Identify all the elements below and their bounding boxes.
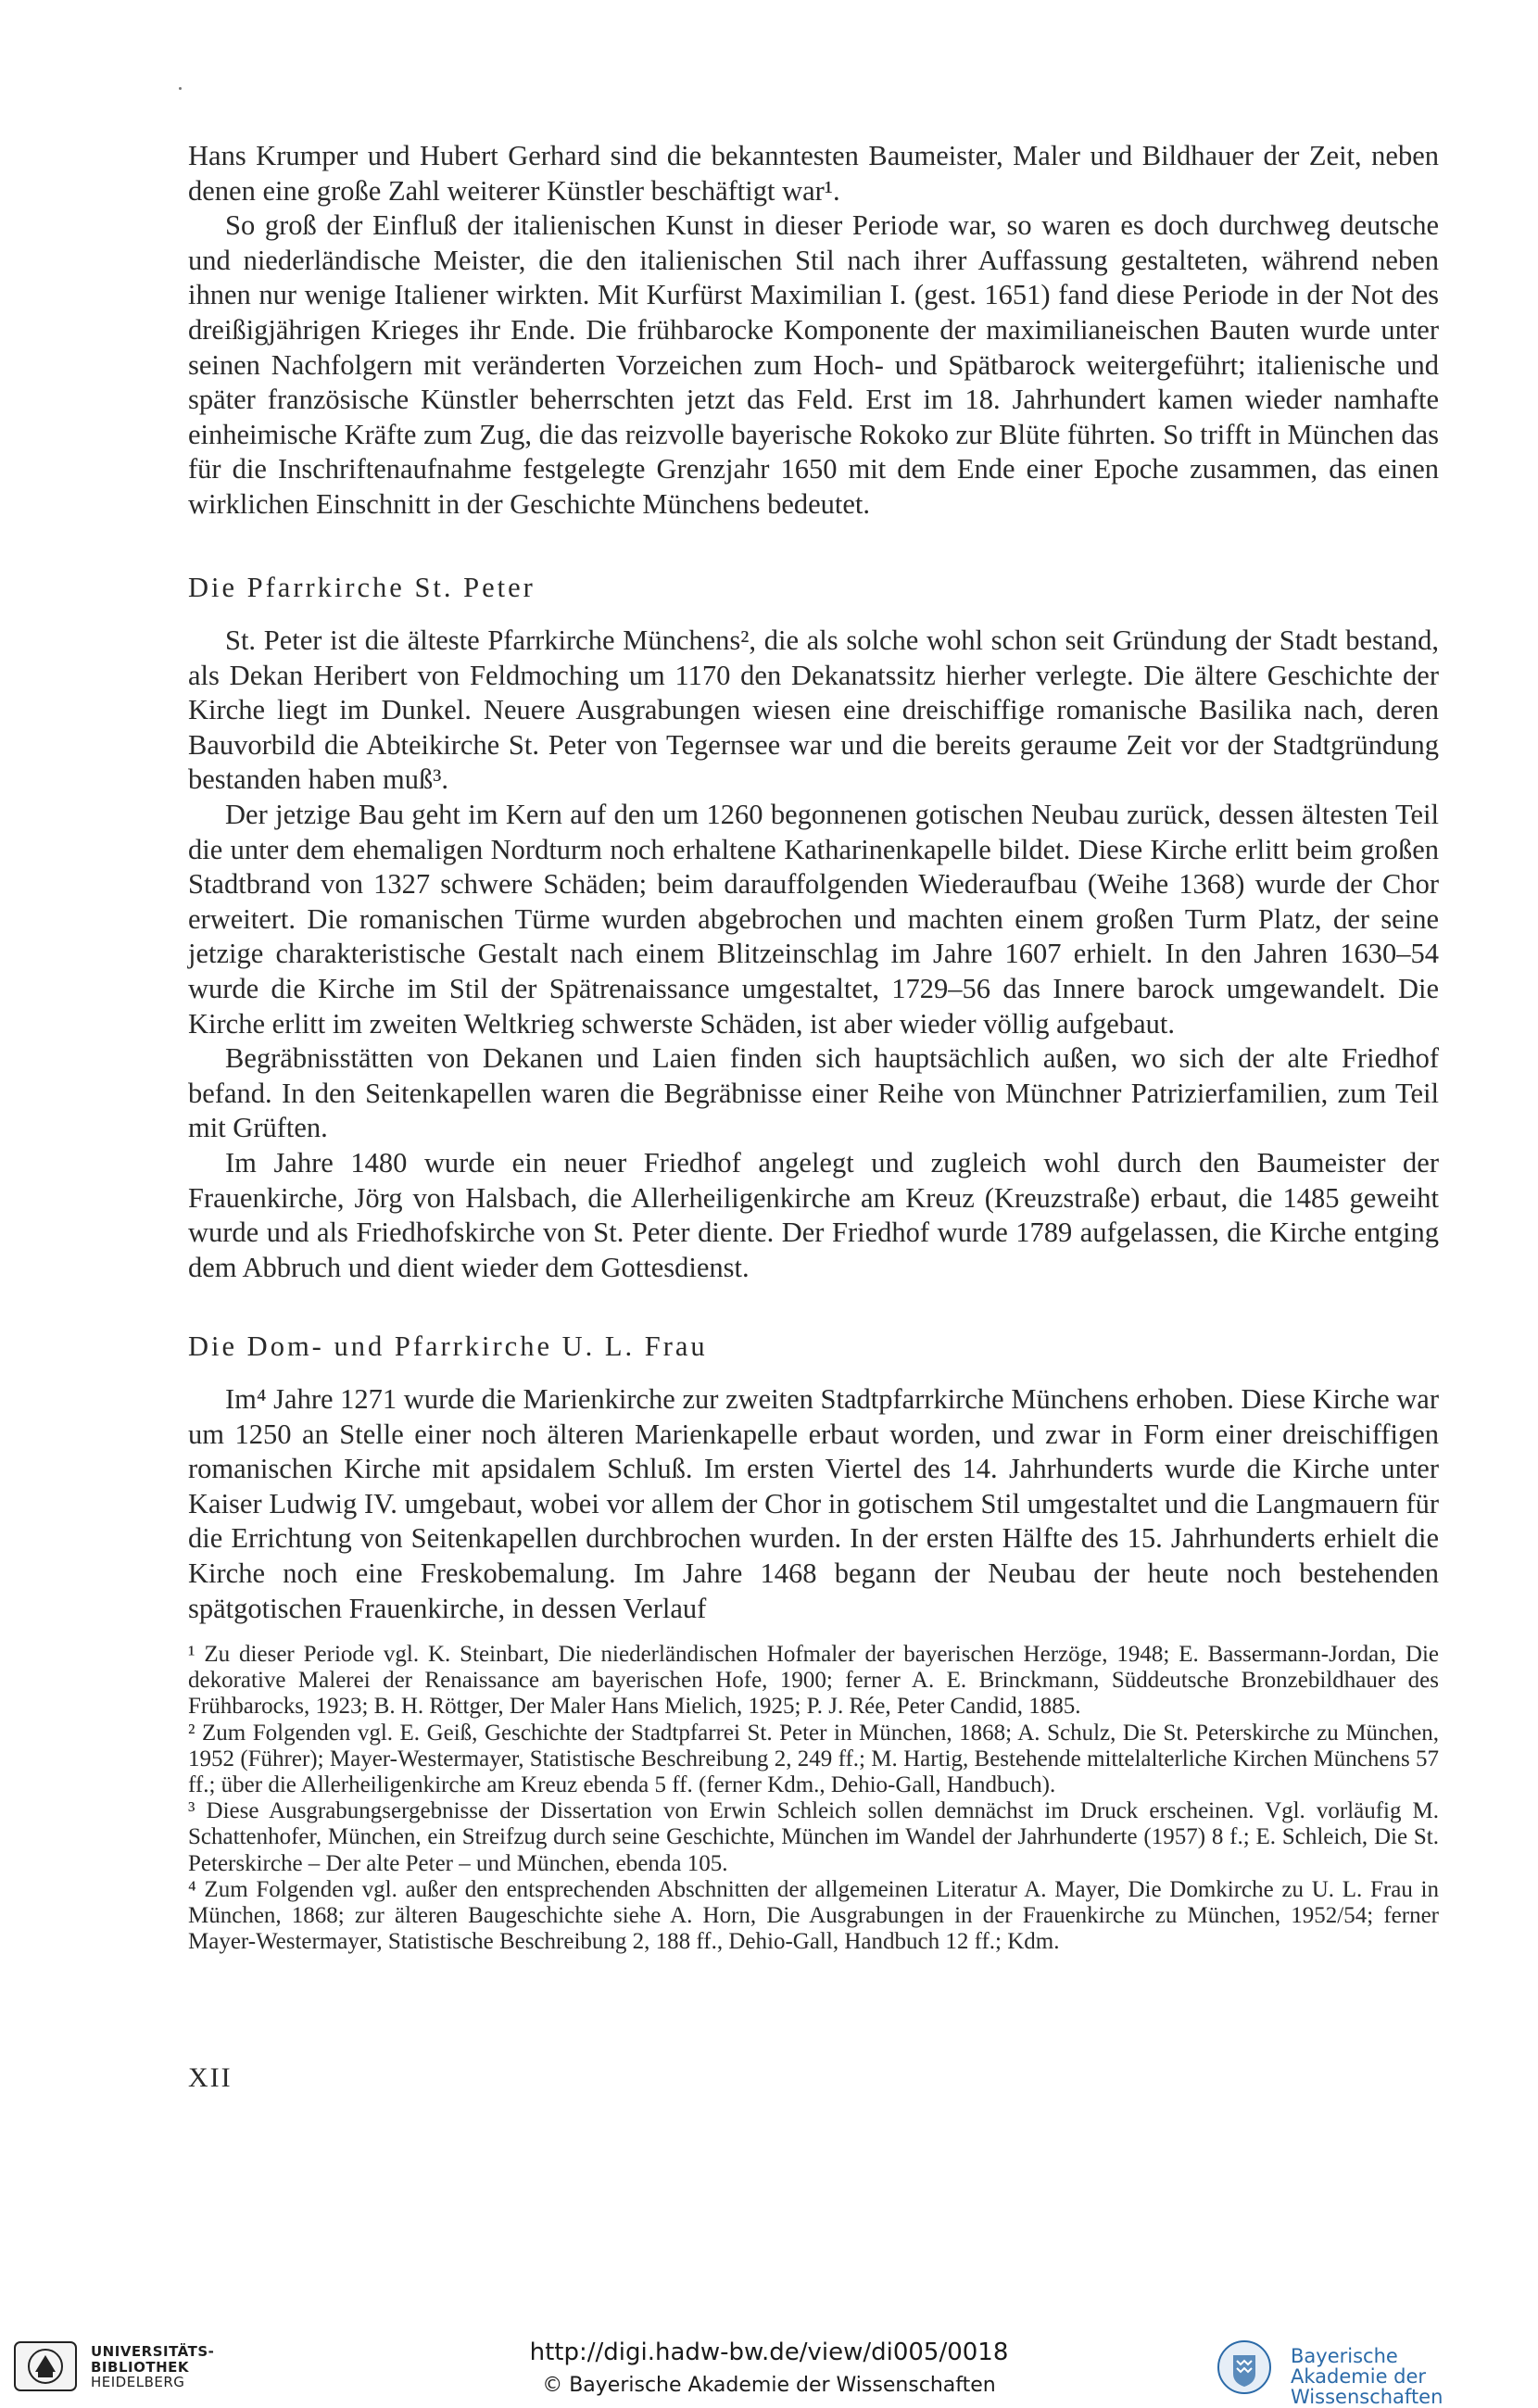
intro-text-block — [188, 139, 1439, 523]
academy-logo[interactable] — [1209, 2339, 1533, 2408]
paragraph: Hans Krumper und Hubert Gerhard sind die bekanntesten Baumeister, Maler und Bildhauer der Zeit, neben denen eine große Zahl weiterer Künstler beschäftigt war¹. — [188, 140, 1439, 207]
permalink[interactable]: http://digi.hadw-bw.de/view/di005/0018 — [529, 2339, 1009, 2366]
footnote: ¹ Zu dieser Periode vgl. K. Steinbart, Die niederländischen Hofmaler der bayerischen Herzöge, 1948; E. Bassermann-Jordan, Die dekorative Malerei der Renaissance am bayerischen Hofe, 1900; ferner A. E. Brinckmann, Süddeutsche Bronzebildhauer des Frühbarocks, 1923; B. H. Röttger, Der Maler Hans Mielich, 1925; P. J. Rée, Peter Candid, 1885. — [188, 1642, 1439, 1720]
st-peter-text-block — [188, 624, 1439, 1285]
baw-line-1: Bayerische — [1291, 2345, 1398, 2367]
paragraph: St. Peter ist die älteste Pfarrkirche Münchens², die als solche wohl schon seit Gründung der Stadt bestand, als Dekan Heribert von Feldmoching um 1170 den Dekanatssitz hierher verlegte. Die ältere Geschichte der Kirche liegt im Dunkel. Neuere Ausgrabungen wiesen eine dreischiffige romanische Basilika nach, deren Bauvorbild die Abteikirche St. Peter von Tegernsee war und die bereits geraume Zeit vor der Stadtgründung bestanden haben muß³. — [188, 624, 1439, 796]
footnotes — [188, 1642, 1439, 1955]
academy-name — [1291, 2346, 1533, 2407]
copyright-notice: © Bayerische Akademie der Wissenschaften — [542, 2374, 996, 2397]
frauenkirche-text-block — [188, 1382, 1439, 1626]
ub-line-1: UNIVERSITÄTS- — [91, 2343, 215, 2360]
footnote: ³ Diese Ausgrabungsergebnisse der Dissertation von Erwin Schleich sollen demnächst im Druck erscheinen. Vgl. vorläufig M. Schattenhofer, München, ein Streifzug durch seine Geschichte, München im Wandel der Jahrhunderte (1957) 8 f.; E. Schleich, Die St. Peterskirche – Der alte Peter – und München, ebenda 105. — [188, 1798, 1439, 1876]
paragraph: Der jetzige Bau geht im Kern auf den um 1260 begonnenen gotischen Neubau zurück, dessen ältesten Teil die unter dem ehemaligen Nordturm noch erhaltene Katharinenkapelle bildet. Diese Kirche erlitt beim großen Stadtbrand von 1327 schwere Schäden; beim darauffolgenden Wiederaufbau (Weihe 1368) wurde der Chor erweitert. Die romanischen Türme wurden abgebrochen und machten einem großen Turm Platz, der seine jetzige charakteristische Gestalt nach einem Blitzeinschlag im Jahre 1607 erhielt. In den Jahren 1630–54 wurde die Kirche im Stil der Spätrenaissance umgestaltet, 1729–56 das Innere barock umgewandelt. Die Kirche erlitt im zweiten Weltkrieg schwerste Schäden, ist aber wieder völlig aufgebaut. — [188, 798, 1439, 1040]
section-heading-st-peter: Die Pfarrkirche St. Peter — [188, 572, 536, 603]
print-speck — [179, 87, 182, 90]
ub-line-3: HEIDELBERG — [91, 2374, 185, 2390]
paragraph: Begräbnisstätten von Dekanen und Laien finden sich hauptsächlich außen, wo sich der alte Friedhof befand. In den Seitenkapellen waren die Begräbnisse einer Reihe von Münchner Patrizierfamilien, zum Teil mit Grüften. — [188, 1042, 1439, 1144]
footnote: ⁴ Zum Folgenden vgl. außer den entsprechenden Abschnitten der allgemeinen Literatur A. Mayer, Die Domkirche zu U. L. Frau in München, 1868; zur älteren Baugeschichte siehe A. Horn, Die Ausgrabungen in der Frauenkirche zu München, 1952/54; ferner Mayer-Westermayer, Statistische Beschreibung 2, 188 ff., Dehio-Gall, Handbuch 12 ff.; Kdm. — [188, 1876, 1439, 1955]
footer-bar — [0, 2324, 1538, 2407]
page-number: XII — [188, 2062, 233, 2093]
paragraph: Im⁴ Jahre 1271 wurde die Marienkirche zur zweiten Stadtpfarrkirche Münchens erhoben. Diese Kirche war um 1250 an Stelle einer noch älteren Marienkapelle erbaut worden, und zwar in Form einer dreischiffigen romanischen Kirche mit apsidalem Schluß. Im ersten Viertel des 14. Jahrhunderts wurde die Kirche unter Kaiser Ludwig IV. umgebaut, wobei vor allem der Chor in gotischem Stil umgestaltet und die Langmauern für die Errichtung von Seitenkapellen durchbrochen wurden. In der ersten Hälfte des 15. Jahrhunderts erhielt die Kirche noch eine Freskobemalung. Im Jahre 1468 begann der Neubau der heute noch bestehenden spätgotischen Frauenkirche, in dessen Verlauf — [188, 1383, 1439, 1624]
section-heading-frauenkirche: Die Dom- und Pfarrkirche U. L. Frau — [188, 1330, 708, 1362]
baw-line-2: Akademie der Wissenschaften — [1291, 2365, 1443, 2408]
academy-seal-icon — [1209, 2339, 1283, 2396]
ub-line-2: BIBLIOTHEK — [91, 2358, 189, 2376]
footnote: ² Zum Folgenden vgl. E. Geiß, Geschichte der Stadtpfarrei St. Peter in München, 1868; A. Schulz, Die St. Peterskirche zu München, 1952 (Führer); Mayer-Westermayer, Statistische Beschreibung 2, 249 ff.; M. Hartig, Bestehende mittelalterliche Kirchen Münchens 57 ff.; über die Allerheiligenkirche am Kreuz ebenda 5 ff. (ferner Kdm., Dehio-Gall, Handbuch). — [188, 1720, 1439, 1798]
paragraph: So groß der Einfluß der italienischen Kunst in dieser Periode war, so waren es doch durchweg deutsche und niederländische Meister, die den italienischen Stil nach ihrer Auffassung gestalteten, während neben ihnen nur wenige Italiener wirkten. Mit Kurfürst Maximilian I. (gest. 1651) fand diese Periode in der Not des dreißigjährigen Krieges ihr Ende. Die frühbarocke Komponente der maximilianeischen Bauten wurde unter seinen Nachfolgern mit veränderten Vorzeichen zum Hoch- und Spätbarock weitergeführt; italienische und später französische Künstler beherrschten jetzt das Feld. Erst im 18. Jahrhundert kamen wieder namhafte einheimische Kräfte zum Zug, die das reizvolle bayerische Rokoko zur Blüte führten. So trifft in München das für die Inschriftenaufnahme festgelegte Grenzjahr 1650 mit dem Ende einer Epoche zusammen, das einen wirklichen Einschnitt in der Geschichte Münchens bedeutet. — [188, 209, 1439, 520]
paragraph: Im Jahre 1480 wurde ein neuer Friedhof angelegt und zugleich wohl durch den Baumeister der Frauenkirche, Jörg von Halsbach, die Allerheiligenkirche am Kreuz (Kreuzstraße) erbaut, die 1485 geweiht wurde und als Friedhofskirche von St. Peter diente. Der Friedhof wurde 1789 aufgelassen, die Kirche entging dem Abbruch und dient wieder dem Gottesdienst. — [188, 1146, 1439, 1283]
